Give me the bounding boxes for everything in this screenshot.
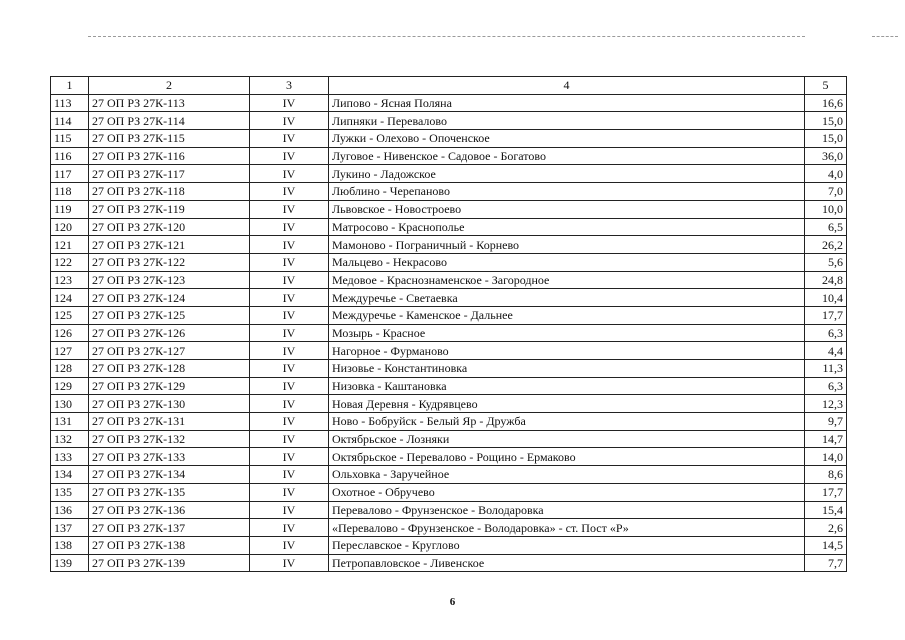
cell-category: IV <box>250 271 329 289</box>
cell-length: 7,7 <box>805 554 847 572</box>
header-col-code: 2 <box>89 77 250 95</box>
cell-name: Липово - Ясная Поляна <box>329 94 805 112</box>
cell-category: IV <box>250 165 329 183</box>
cell-code: 27 ОП РЗ 27К-115 <box>89 130 250 148</box>
cell-name: Ново - Бобруйск - Белый Яр - Дружба <box>329 413 805 431</box>
table-row <box>51 236 847 254</box>
cell-length: 14,0 <box>805 448 847 466</box>
table-row <box>51 413 847 431</box>
cell-name: «Перевалово - Фрунзенское - Володаровка» - ст. Пост «Р» <box>329 519 805 537</box>
cell-number: 113 <box>51 94 89 112</box>
table-row <box>51 554 847 572</box>
cell-name: Ольховка - Заручейное <box>329 466 805 484</box>
cell-name: Лукино - Ладожское <box>329 165 805 183</box>
table-row <box>51 165 847 183</box>
cell-code: 27 ОП РЗ 27К-135 <box>89 483 250 501</box>
cell-length: 11,3 <box>805 360 847 378</box>
cell-length: 6,5 <box>805 218 847 236</box>
table-row <box>51 130 847 148</box>
cell-number: 119 <box>51 200 89 218</box>
table-row <box>51 536 847 554</box>
cell-length: 24,8 <box>805 271 847 289</box>
table-row <box>51 519 847 537</box>
cell-name: Липняки - Перевалово <box>329 112 805 130</box>
cell-category: IV <box>250 554 329 572</box>
table-row <box>51 253 847 271</box>
table-row <box>51 200 847 218</box>
table-row <box>51 183 847 201</box>
cell-category: IV <box>250 289 329 307</box>
cell-number: 137 <box>51 519 89 537</box>
cell-number: 134 <box>51 466 89 484</box>
cell-name: Петропавловское - Ливенское <box>329 554 805 572</box>
cell-category: IV <box>250 430 329 448</box>
cell-category: IV <box>250 324 329 342</box>
cell-code: 27 ОП РЗ 27К-133 <box>89 448 250 466</box>
cell-length: 4,0 <box>805 165 847 183</box>
cell-category: IV <box>250 395 329 413</box>
cell-number: 127 <box>51 342 89 360</box>
cell-category: IV <box>250 519 329 537</box>
cell-code: 27 ОП РЗ 27К-138 <box>89 536 250 554</box>
cell-length: 2,6 <box>805 519 847 537</box>
cell-code: 27 ОП РЗ 27К-122 <box>89 253 250 271</box>
cell-category: IV <box>250 130 329 148</box>
table-row <box>51 360 847 378</box>
cell-number: 123 <box>51 271 89 289</box>
cell-length: 10,4 <box>805 289 847 307</box>
cell-length: 17,7 <box>805 483 847 501</box>
cell-code: 27 ОП РЗ 27К-134 <box>89 466 250 484</box>
table-row <box>51 448 847 466</box>
cell-number: 120 <box>51 218 89 236</box>
cell-name: Матросово - Краснополье <box>329 218 805 236</box>
cell-number: 125 <box>51 306 89 324</box>
table-row <box>51 501 847 519</box>
table-row <box>51 466 847 484</box>
cell-length: 6,3 <box>805 377 847 395</box>
cell-category: IV <box>250 218 329 236</box>
cell-number: 128 <box>51 360 89 378</box>
cell-name: Луговое - Нивенское - Садовое - Богатово <box>329 147 805 165</box>
cell-name: Лужки - Олехово - Опоченское <box>329 130 805 148</box>
cell-number: 139 <box>51 554 89 572</box>
cell-name: Охотное - Обручево <box>329 483 805 501</box>
table-row <box>51 395 847 413</box>
cell-name: Мозырь - Красное <box>329 324 805 342</box>
cell-code: 27 ОП РЗ 27К-136 <box>89 501 250 519</box>
table-row <box>51 430 847 448</box>
cell-name: Переславское - Круглово <box>329 536 805 554</box>
cell-category: IV <box>250 236 329 254</box>
cell-name: Мальцево - Некрасово <box>329 253 805 271</box>
table-row <box>51 377 847 395</box>
cell-code: 27 ОП РЗ 27К-118 <box>89 183 250 201</box>
cell-name: Люблино - Черепаново <box>329 183 805 201</box>
cell-length: 5,6 <box>805 253 847 271</box>
roads-table <box>50 76 847 572</box>
cell-name: Медовое - Краснознаменское - Загородное <box>329 271 805 289</box>
cell-number: 136 <box>51 501 89 519</box>
table-row <box>51 147 847 165</box>
cell-number: 138 <box>51 536 89 554</box>
cell-code: 27 ОП РЗ 27К-129 <box>89 377 250 395</box>
table-body <box>51 94 847 572</box>
cell-code: 27 ОП РЗ 27К-124 <box>89 289 250 307</box>
cell-code: 27 ОП РЗ 27К-139 <box>89 554 250 572</box>
cell-category: IV <box>250 253 329 271</box>
cell-name: Междуречье - Светаевка <box>329 289 805 307</box>
cell-category: IV <box>250 483 329 501</box>
table-row <box>51 324 847 342</box>
cell-code: 27 ОП РЗ 27К-119 <box>89 200 250 218</box>
cell-code: 27 ОП РЗ 27К-120 <box>89 218 250 236</box>
cell-category: IV <box>250 200 329 218</box>
cell-length: 7,0 <box>805 183 847 201</box>
cell-number: 122 <box>51 253 89 271</box>
table-row <box>51 218 847 236</box>
table-row <box>51 94 847 112</box>
cell-length: 6,3 <box>805 324 847 342</box>
cell-code: 27 ОП РЗ 27К-123 <box>89 271 250 289</box>
cell-number: 121 <box>51 236 89 254</box>
table-row <box>51 483 847 501</box>
cell-number: 132 <box>51 430 89 448</box>
cell-length: 14,7 <box>805 430 847 448</box>
cell-number: 114 <box>51 112 89 130</box>
cell-category: IV <box>250 377 329 395</box>
cell-code: 27 ОП РЗ 27К-128 <box>89 360 250 378</box>
cell-category: IV <box>250 306 329 324</box>
cell-code: 27 ОП РЗ 27К-127 <box>89 342 250 360</box>
cell-code: 27 ОП РЗ 27К-137 <box>89 519 250 537</box>
cell-length: 8,6 <box>805 466 847 484</box>
cell-length: 15,4 <box>805 501 847 519</box>
header-rule <box>88 36 805 37</box>
cell-code: 27 ОП РЗ 27К-114 <box>89 112 250 130</box>
cell-category: IV <box>250 360 329 378</box>
cell-category: IV <box>250 536 329 554</box>
cell-code: 27 ОП РЗ 27К-121 <box>89 236 250 254</box>
cell-name: Октябрьское - Перевалово - Рощино - Ермаково <box>329 448 805 466</box>
cell-code: 27 ОП РЗ 27К-125 <box>89 306 250 324</box>
cell-name: Низовка - Каштановка <box>329 377 805 395</box>
cell-length: 36,0 <box>805 147 847 165</box>
cell-length: 4,4 <box>805 342 847 360</box>
table-row <box>51 289 847 307</box>
cell-name: Мамоново - Пограничный - Корнево <box>329 236 805 254</box>
cell-length: 9,7 <box>805 413 847 431</box>
cell-name: Нагорное - Фурманово <box>329 342 805 360</box>
cell-category: IV <box>250 466 329 484</box>
page-number: 6 <box>449 596 456 608</box>
table-row <box>51 112 847 130</box>
header-col-number: 1 <box>51 77 89 95</box>
cell-category: IV <box>250 448 329 466</box>
cell-category: IV <box>250 501 329 519</box>
cell-name: Новая Деревня - Кудрявцево <box>329 395 805 413</box>
cell-length: 10,0 <box>805 200 847 218</box>
cell-length: 14,5 <box>805 536 847 554</box>
cell-category: IV <box>250 183 329 201</box>
header-col-length: 5 <box>805 77 847 95</box>
cell-length: 16,6 <box>805 94 847 112</box>
cell-length: 12,3 <box>805 395 847 413</box>
cell-number: 126 <box>51 324 89 342</box>
table-row <box>51 271 847 289</box>
cell-code: 27 ОП РЗ 27К-117 <box>89 165 250 183</box>
cell-length: 17,7 <box>805 306 847 324</box>
cell-name: Львовское - Новостроево <box>329 200 805 218</box>
cell-number: 129 <box>51 377 89 395</box>
cell-number: 135 <box>51 483 89 501</box>
cell-category: IV <box>250 147 329 165</box>
cell-name: Октябрьское - Лозняки <box>329 430 805 448</box>
cell-category: IV <box>250 413 329 431</box>
table-row <box>51 342 847 360</box>
header-rule-fragment <box>872 36 898 37</box>
cell-category: IV <box>250 94 329 112</box>
cell-number: 118 <box>51 183 89 201</box>
cell-length: 15,0 <box>805 130 847 148</box>
cell-name: Междуречье - Каменское - Дальнее <box>329 306 805 324</box>
header-col-name: 4 <box>329 77 805 95</box>
cell-number: 133 <box>51 448 89 466</box>
cell-number: 116 <box>51 147 89 165</box>
header-col-category: 3 <box>250 77 329 95</box>
cell-code: 27 ОП РЗ 27К-116 <box>89 147 250 165</box>
cell-name: Низовье - Константиновка <box>329 360 805 378</box>
cell-code: 27 ОП РЗ 27К-113 <box>89 94 250 112</box>
table-header-row <box>51 77 847 95</box>
cell-length: 15,0 <box>805 112 847 130</box>
cell-number: 115 <box>51 130 89 148</box>
cell-code: 27 ОП РЗ 27К-131 <box>89 413 250 431</box>
cell-name: Перевалово - Фрунзенское - Володаровка <box>329 501 805 519</box>
cell-number: 124 <box>51 289 89 307</box>
cell-number: 130 <box>51 395 89 413</box>
cell-code: 27 ОП РЗ 27К-130 <box>89 395 250 413</box>
cell-code: 27 ОП РЗ 27К-132 <box>89 430 250 448</box>
cell-number: 131 <box>51 413 89 431</box>
cell-category: IV <box>250 342 329 360</box>
cell-category: IV <box>250 112 329 130</box>
cell-code: 27 ОП РЗ 27К-126 <box>89 324 250 342</box>
table-row <box>51 306 847 324</box>
cell-number: 117 <box>51 165 89 183</box>
cell-length: 26,2 <box>805 236 847 254</box>
